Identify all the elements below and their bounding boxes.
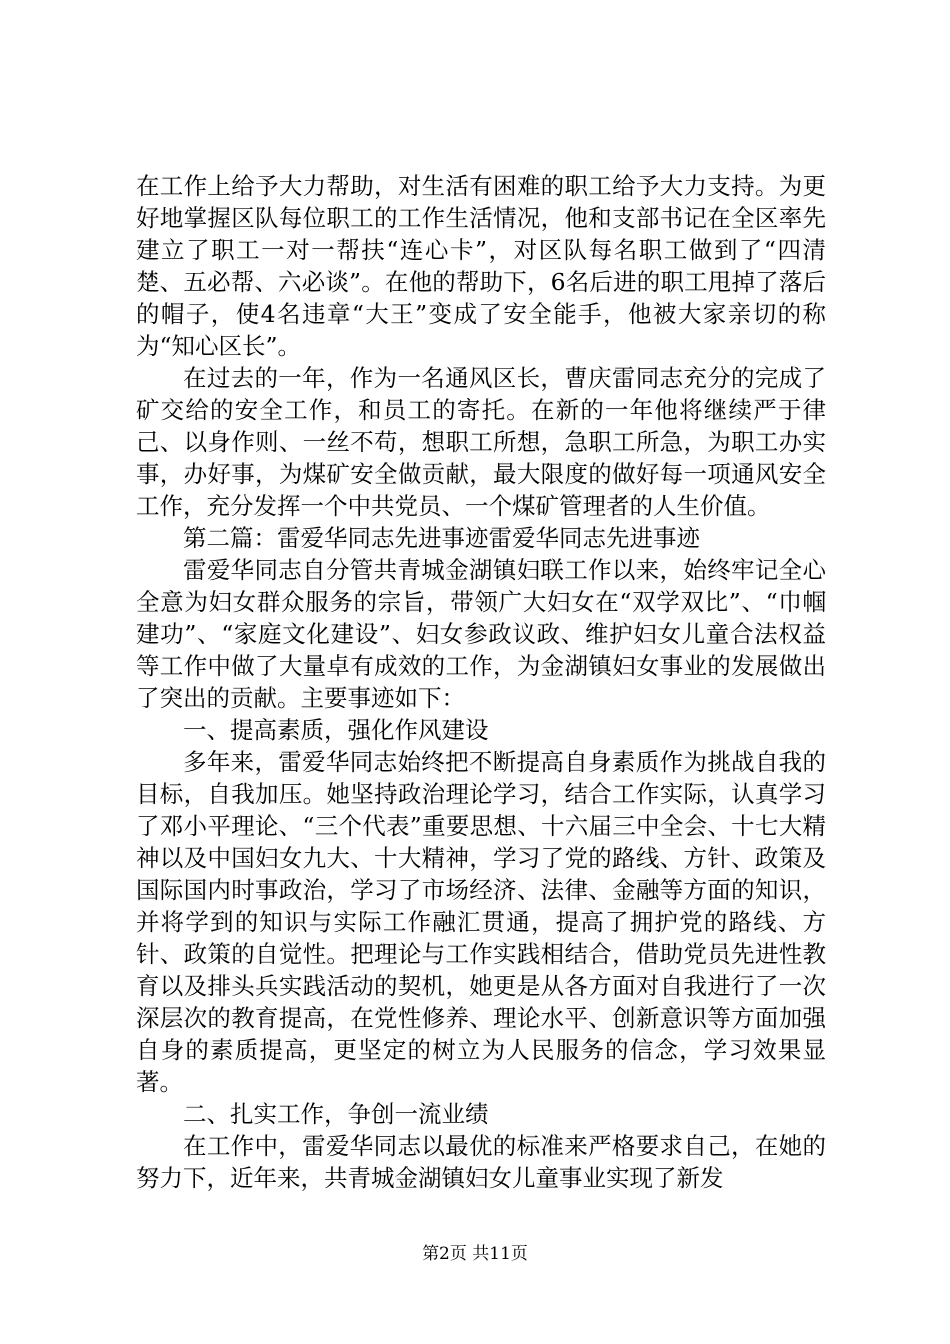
paragraph: 多年来，雷爱华同志始终把不断提高自身素质作为挑战自我的目标，自我加压。她坚持政治理论学习，结合工作实际，认真学习了邓小平理论、“三个代表”重要思想、十六届三中全会、十七大精神以及中国妇女九大、十大精神，学习了党的路线、方针、政策及国际国内时事政治，学习了市场经济、法律、金融等方面的知识，并将学到的知识与实际工作融汇贯通，提高了拥护党的路线、方针、政策的自觉性。把理论与工作实践相结合，借助党员先进性教育以及排头兵实践活动的契机，她更是从各方面对自我进行了一次深层次的教育提高，在党性修养、理论水平、创新意识等方面加强自身的素质提高，更坚定的树立为人民服务的信念，学习效果显著。 <box>136 748 826 1096</box>
paragraph: 在过去的一年，作为一名通风区长，曹庆雷同志充分的完成了矿交给的安全工作，和员工的寄托。在新的一年他将继续严于律己、以身作则、一丝不苟，想职工所想，急职工所急，为职工办实事，办好事，为煤矿安全做贡献，最大限度的做好每一项通风安全工作，充分发挥一个中共党员、一个煤矿管理者的人生价值。 <box>136 364 826 520</box>
page-footer <box>0 1243 950 1265</box>
page-total: 共11页 <box>472 1244 528 1264</box>
page-number: 第2页 <box>422 1244 467 1264</box>
section-heading: 一、提高素质，强化作风建设 <box>183 716 489 744</box>
paragraph: 在工作中，雷爱华同志以最优的标准来严格要求自己，在她的努力下，近年来，共青城金湖镇妇女儿童事业实现了新发 <box>136 1132 826 1192</box>
section-title: 第二篇：雷爱华同志先进事迹雷爱华同志先进事迹 <box>183 524 700 552</box>
section-heading: 二、扎实工作，争创一流业绩 <box>183 1100 489 1128</box>
document-body <box>136 170 826 1194</box>
paragraph: 雷爱华同志自分管共青城金湖镇妇联工作以来，始终牢记全心全意为妇女群众服务的宗旨，带领广大妇女在“双学双比”、“巾帼建功”、“家庭文化建设”、妇女参政议政、维护妇女儿童合法权益等工作中做了大量卓有成效的工作，为金湖镇妇女事业的发展做出了突出的贡献。主要事迹如下： <box>136 556 826 712</box>
paragraph-continued: 在工作上给予大力帮助，对生活有困难的职工给予大力支持。为更好地掌握区队每位职工的工作生活情况，他和支部书记在全区率先建立了职工一对一帮扶“连心卡”，对区队每名职工做到了“四清楚、五必帮、六必谈”。在他的帮助下，6名后进的职工甩掉了落后的帽子，使4名违章“大王”变成了安全能手，他被大家亲切的称为“知心区长”。 <box>136 172 826 360</box>
